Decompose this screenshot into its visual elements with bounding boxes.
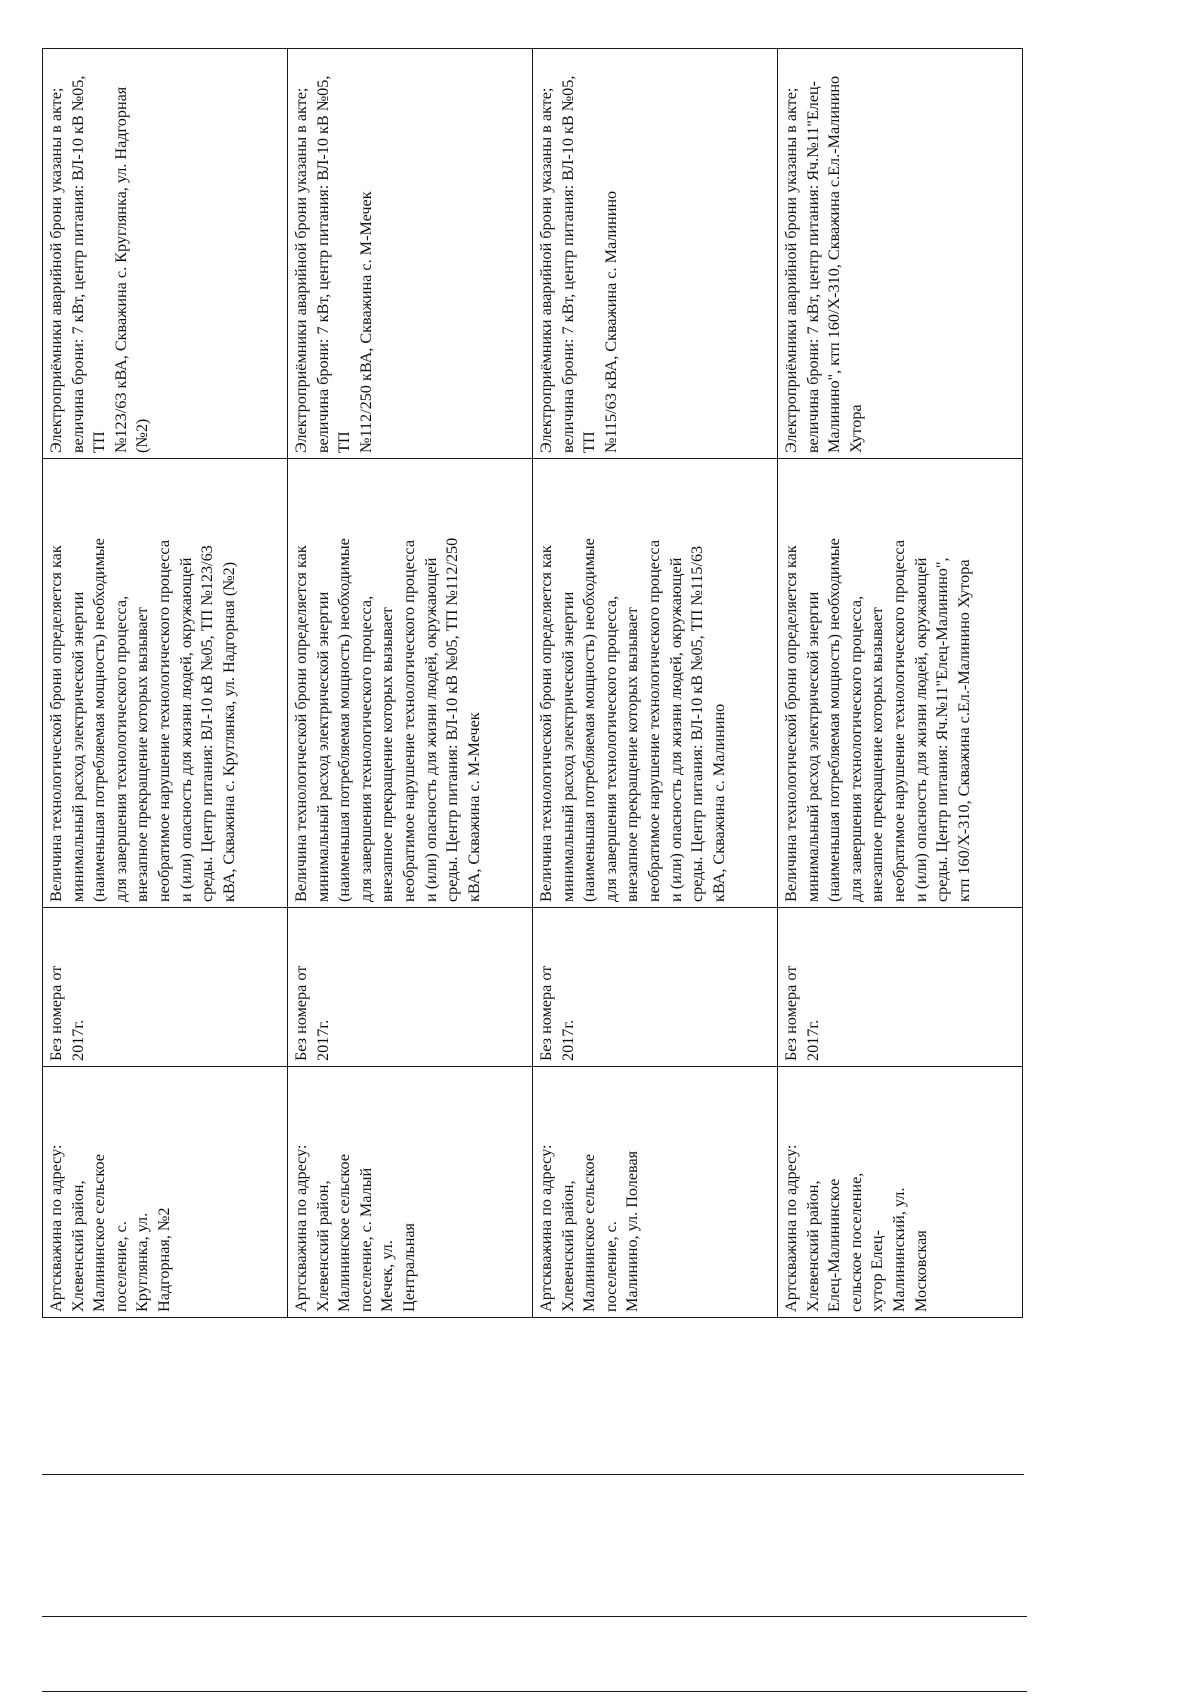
document-cell: Без номера от 2017г. <box>288 908 533 1067</box>
reserve-table <box>42 48 1023 1318</box>
table-row <box>43 49 288 1318</box>
tech-reserve-cell: Величина технологической брони определяется как минимальный расход электрической энергии (наименьшая потребляемая мощность) необходимые для завершения технологического процесса, внезапное прекращение которых вызывает необратимое нарушение технологического процесса и (или) опасность для жизни людей, окружающей среды. Центр питания: ВЛ-10 кВ №05, ТП №112/250 кВА, Скважина с. М-Мечек <box>288 459 533 908</box>
tech-reserve-cell: Величина технологической брони определяется как минимальный расход электрической энергии (наименьшая потребляемая мощность) необходимые для завершения технологического процесса, внезапное прекращение которых вызывает необратимое нарушение технологического процесса и (или) опасность для жизни людей, окружающей среды. Центр питания: ВЛ-10 кВ №05, ТП №115/63 кВА, Скважина с. Малинино <box>533 459 778 908</box>
document-cell: Без номера от 2017г. <box>778 908 1023 1067</box>
address-cell: Артскважина по адресу: Хлевенский район, Елец-Малининское сельское поселение, хутор Елец- Малининский, ул. Московская <box>778 1067 1023 1318</box>
emergency-reserve-cell: Электроприёмники аварийной брони указаны в акте; величина брони: 7 кВт, центр питания: ВЛ-10 кВ №05, ТП №115/63 кВА, Скважина с. Малинино <box>533 49 778 459</box>
address-cell: Артскважина по адресу: Хлевенский район, Малининское сельское поселение, с. Малинино, ул. Полевая <box>533 1067 778 1318</box>
emergency-reserve-cell: Электроприёмники аварийной брони указаны в акте; величина брони: 7 кВт, центр питания: ВЛ-10 кВ №05, ТП №123/63 кВА, Скважина с. Круглянка, ул. Надгорная (№2) <box>43 49 288 459</box>
document-cell: Без номера от 2017г. <box>43 908 288 1067</box>
separator-line <box>42 1616 1027 1617</box>
rotated-table-wrapper <box>42 48 1022 1318</box>
tech-reserve-cell: Величина технологической брони определяется как минимальный расход электрической энергии (наименьшая потребляемая мощность) необходимые для завершения технологического процесса, внезапное прекращение которых вызывает необратимое нарушение технологического процесса и (или) опасность для жизни людей, окружающей среды. Центр питания: ВЛ-10 кВ №05, ТП №123/63 кВА, Скважина с. Круглянка, ул. Надгорная (№2) <box>43 459 288 908</box>
emergency-reserve-cell: Электроприёмники аварийной брони указаны в акте; величина брони: 7 кВт, центр питания: Яч.№11"Елец- Малинино", ктп 160/Х-310, Скважина с.Ел.-Малинино Хутора <box>778 49 1023 459</box>
document-cell: Без номера от 2017г. <box>533 908 778 1067</box>
address-cell: Артскважина по адресу: Хлевенский район, Малининское сельское поселение, с. Малый Мечек, ул. Центральная <box>288 1067 533 1318</box>
tech-reserve-cell: Величина технологической брони определяется как минимальный расход электрической энергии (наименьшая потребляемая мощность) необходимые для завершения технологического процесса, внезапное прекращение которых вызывает необратимое нарушение технологического процесса и (или) опасность для жизни людей, окружающей среды. Центр питания: Яч.№11"Елец-Малинино", ктп 160/Х-310, Скважина с.Ел.-Малинино Хутора <box>778 459 1023 908</box>
table-row <box>778 49 1023 1318</box>
address-cell: Артскважина по адресу: Хлевенский район, Малининское сельское поселение, с. Круглянка, ул. Надгорная, №2 <box>43 1067 288 1318</box>
emergency-reserve-cell: Электроприёмники аварийной брони указаны в акте; величина брони: 7 кВт, центр питания: ВЛ-10 кВ №05, ТП №112/250 кВА, Скважина с. М-Мечек <box>288 49 533 459</box>
table-row <box>288 49 533 1318</box>
separator-line <box>42 1474 1024 1475</box>
separator-line <box>42 1691 1027 1692</box>
table-row <box>533 49 778 1318</box>
